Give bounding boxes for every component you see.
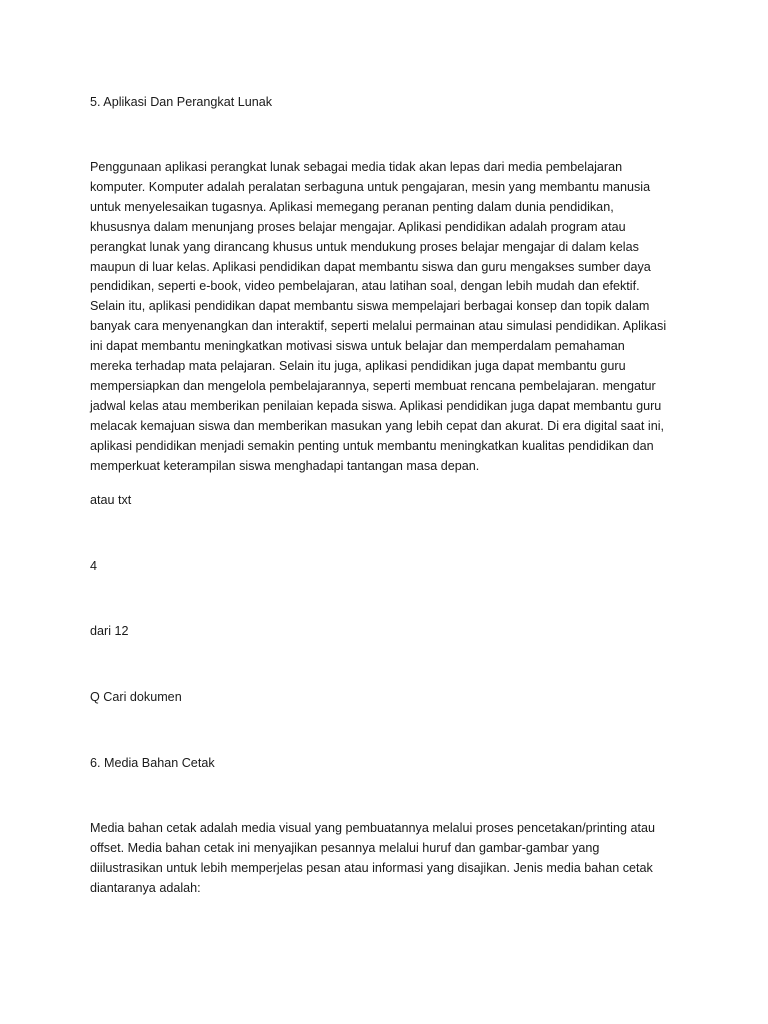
- paragraph-line: mereka terhadap mata pelajaran. Selain itu juga, aplikasi pendidikan juga dapat membantu guru: [90, 359, 626, 374]
- paragraph-line: Penggunaan aplikasi perangkat lunak sebagai media tidak akan lepas dari media pembelajaran: [90, 160, 623, 174]
- paragraph-line: memperkuat keterampilan siswa menghadapi tantangan masa depan.: [90, 458, 480, 473]
- paragraph-line: melacak kemajuan siswa dan memberikan masukan yang lebih cepat dan akurat. Di era digital saat ini,: [90, 418, 665, 433]
- paragraph-line: khususnya dalam menunjang proses belajar mengajar. Aplikasi pendidikan adalah program atau: [90, 219, 626, 234]
- section-5-paragraph: [90, 158, 680, 477]
- paragraph-line: diilustrasikan untuk lebih memperjelas pesan atau informasi yang disajikan. Jenis media bahan cetak: [90, 860, 653, 875]
- section-5-heading: 5. Aplikasi Dan Perangkat Lunak: [90, 95, 273, 109]
- paragraph-line: ini dapat membantu meningkatkan motivasi siswa untuk belajar dan memperdalam pemahaman: [90, 339, 625, 354]
- paragraph-line: banyak cara menyenangkan dan interaktif, seperti melalui permainan atau simulasi pendidikan. Aplikasi: [90, 319, 667, 334]
- paragraph-line: mempersiapkan dan mengelola pembelajarannya, seperti membuat rencana pembelajaran. mengatur: [90, 378, 656, 393]
- section-6-heading: 6. Media Bahan Cetak: [90, 756, 215, 770]
- section-6-paragraph: [90, 819, 680, 899]
- search-document-text: Q Cari dokumen: [90, 690, 182, 704]
- paragraph-line: maupun di luar kelas. Aplikasi pendidikan dapat membantu siswa dan guru mengakses sumber daya: [90, 259, 651, 274]
- paragraph-line: aplikasi pendidikan menjadi semakin penting untuk membantu meningkatkan kualitas pendidikan dan: [90, 438, 654, 453]
- paragraph-line: untuk menyelesaikan tugasnya. Aplikasi memegang peranan penting dalam dunia pendidikan,: [90, 199, 614, 214]
- paragraph-line: Media bahan cetak adalah media visual yang pembuatannya melalui proses pencetakan/printing atau: [90, 821, 655, 835]
- page-total: dari 12: [90, 624, 129, 638]
- paragraph-line: perangkat lunak yang dirancang khusus untuk mendukung proses belajar mengajar di dalam kelas: [90, 239, 639, 254]
- paragraph-line: komputer. Komputer adalah peralatan serbaguna untuk pengajaran, mesin yang membantu manusia: [90, 179, 651, 194]
- paragraph-line: jadwal kelas atau memberikan penilaian kepada siswa. Aplikasi pendidikan juga dapat membantu guru: [90, 398, 662, 413]
- page-number: 4: [90, 559, 98, 573]
- stray-text-atau-txt: atau txt: [90, 493, 132, 507]
- paragraph-line: diantaranya adalah:: [90, 880, 201, 895]
- paragraph-line: offset. Media bahan cetak ini menyajikan pesannya melalui huruf dan gambar-gambar yang: [90, 840, 600, 855]
- paragraph-line: Selain itu, aplikasi pendidikan dapat membantu siswa mempelajari berbagai konsep dan topik dalam: [90, 299, 650, 314]
- paragraph-line: pendidikan, seperti e-book, video pembelajaran, atau latihan soal, dengan lebih mudah dan efektif.: [90, 279, 640, 294]
